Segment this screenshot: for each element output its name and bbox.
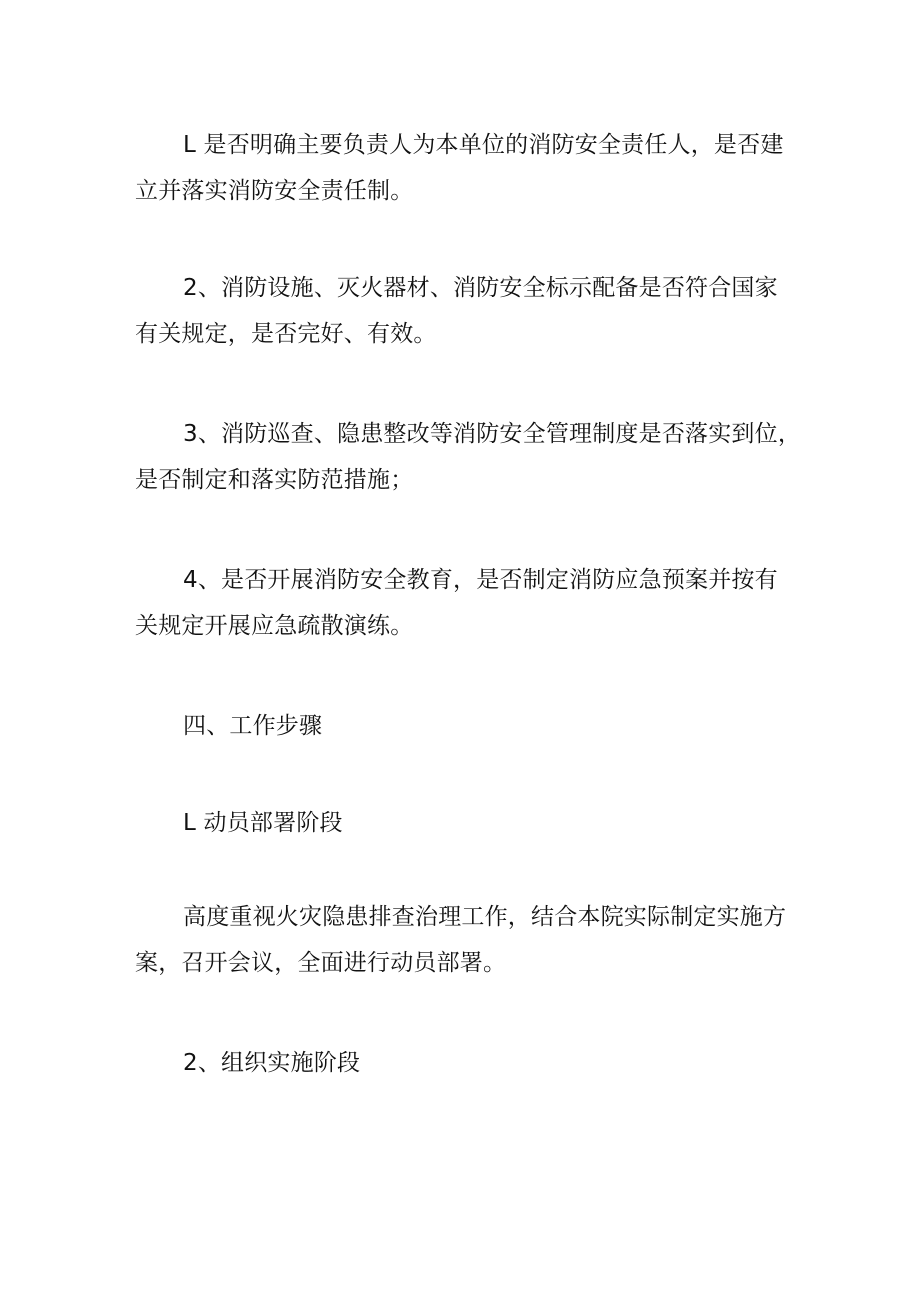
section-heading bbox=[135, 703, 795, 749]
paragraph-line: 3、消防巡查、隐患整改等消防安全管理制度是否落实到位， bbox=[183, 421, 802, 447]
paragraph-item-5 bbox=[135, 894, 795, 986]
paragraph-line: 有关规定，是否完好、有效。 bbox=[135, 321, 437, 347]
paragraph-item-3 bbox=[135, 411, 802, 503]
paragraph-line: 2、消防设施、灭火器材、消防安全标示配备是否符合国家 bbox=[183, 275, 778, 301]
paragraph-line: 立并落实消防安全责任制。 bbox=[135, 178, 414, 204]
paragraph-item-4 bbox=[135, 557, 795, 649]
paragraph-line: 4、是否开展消防安全教育，是否制定消防应急预案并按有 bbox=[183, 567, 778, 593]
subsection-heading-1 bbox=[135, 800, 795, 846]
paragraph-line: 案，召开会议，全面进行动员部署。 bbox=[135, 950, 507, 976]
paragraph-item-1 bbox=[135, 122, 795, 214]
paragraph-line: 关规定开展应急疏散演练。 bbox=[135, 613, 414, 639]
heading-line: L 动员部署阶段 bbox=[183, 810, 343, 836]
paragraph-line: 高度重视火灾隐患排查治理工作，结合本院实际制定实施方 bbox=[183, 904, 787, 930]
paragraph-line: L 是否明确主要负责人为本单位的消防安全责任人，是否建 bbox=[183, 132, 784, 158]
paragraph-line: 是否制定和落实防范措施； bbox=[135, 467, 414, 493]
paragraph-item-2 bbox=[135, 265, 795, 357]
subsection-heading-2 bbox=[135, 1040, 795, 1086]
heading-line: 2、组织实施阶段 bbox=[183, 1050, 361, 1076]
heading-line: 四、工作步骤 bbox=[183, 713, 323, 739]
